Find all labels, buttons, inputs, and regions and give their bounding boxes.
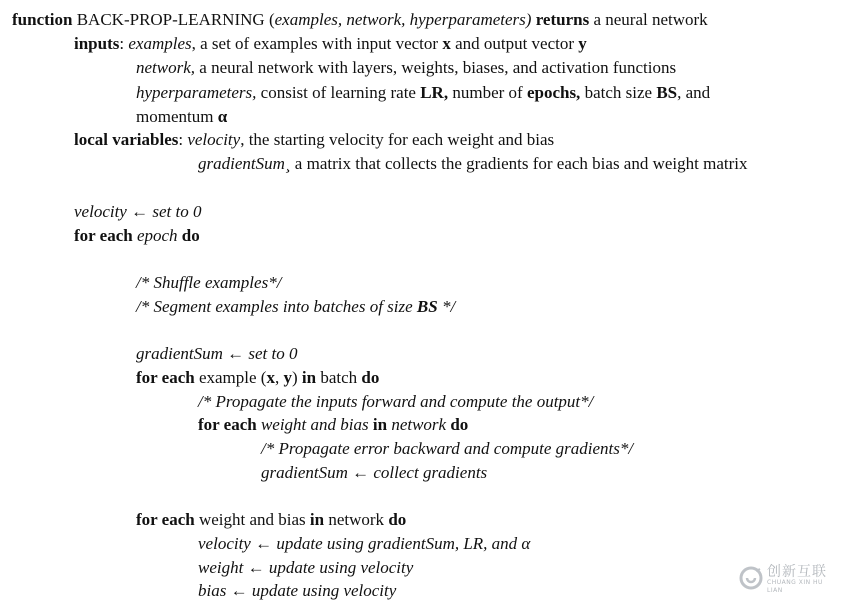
example-y: y: [283, 368, 292, 387]
function-signature: [12, 9, 708, 31]
keyword-in: in: [301, 368, 317, 387]
param-examples: examples: [128, 34, 192, 53]
function-params: examples, network, hyperparameters): [274, 10, 532, 29]
update-velocity-line: [198, 533, 530, 555]
watermark: [739, 562, 839, 598]
param-network: network,: [136, 58, 196, 77]
example-close: ): [291, 368, 302, 387]
example-x: x: [266, 368, 275, 387]
update-weight: weight ← update using velocity: [198, 558, 414, 577]
velocity-init: velocity ← set to 0: [74, 202, 202, 221]
comment-backprop: /* Propagate error backward and compute gradients*/: [261, 439, 634, 458]
keyword-do: do: [388, 510, 407, 529]
hyper-lr: LR,: [420, 83, 449, 102]
keyword-for-each: for each: [136, 510, 195, 529]
watermark-main: 创新互联: [767, 564, 827, 580]
keyword-in: in: [372, 415, 388, 434]
velocity-init-line: [74, 201, 201, 223]
gradientsum-decl-line: [198, 153, 748, 175]
examples-desc-2: and output vector: [450, 34, 579, 53]
batch-text: batch: [316, 368, 362, 387]
var-gradientsum: gradientSum¸: [198, 154, 291, 173]
network-italic: network: [387, 415, 451, 434]
hyperparameters-line: [136, 82, 710, 104]
keyword-do: do: [450, 415, 469, 434]
local-variables-line: [74, 129, 554, 151]
gradientsum-init-line: [136, 343, 298, 365]
local-variables-label: local variables: [74, 130, 179, 149]
comment-backprop-line: [261, 438, 633, 460]
network-desc: a neural network with layers, weights, biases, and activation functions: [195, 58, 677, 77]
comment-propagate: /* Propagate the inputs forward and compute the output*/: [198, 392, 594, 411]
momentum-line: [136, 106, 227, 128]
update-bias: bias ← update using velocity: [198, 581, 397, 600]
open-paren: (: [264, 10, 275, 29]
function-name: BACK-PROP-LEARNING: [76, 10, 265, 29]
local-colon: :: [178, 130, 188, 149]
vector-y: y: [578, 34, 587, 53]
update-bias-line: [198, 580, 396, 602]
gradientsum-init: gradientSum ← set to 0: [136, 344, 298, 363]
keyword-do: do: [181, 226, 200, 245]
for-each-update-line: [136, 509, 406, 531]
hyper-epochs: epochs,: [526, 83, 581, 102]
keyword-function: function: [12, 10, 73, 29]
swirl-logo-icon: [739, 566, 763, 595]
collect-gradients-line: [261, 462, 487, 484]
comment-segment-2: */: [437, 297, 456, 316]
comment-segment-1: /* Segment examples into batches of size: [136, 297, 417, 316]
comment-segment-line: [136, 296, 455, 318]
weight-bias-text: weight and bias: [194, 510, 310, 529]
examples-desc-1: , a set of examples with input vector: [191, 34, 443, 53]
network-line: [136, 57, 676, 79]
update-velocity: velocity ← update using gradientSum, LR, and α: [198, 534, 531, 553]
inputs-label: inputs: [74, 34, 120, 53]
example-comma: ,: [274, 368, 284, 387]
comment-shuffle-line: [136, 272, 281, 294]
return-description: a neural network: [589, 10, 708, 29]
keyword-do: do: [361, 368, 380, 387]
for-each-example-line: [136, 367, 379, 389]
keyword-for-each: for each: [136, 368, 195, 387]
loop-var-epoch: epoch: [132, 226, 182, 245]
vector-x: x: [442, 34, 451, 53]
comment-segment-bs: BS: [416, 297, 438, 316]
hyper-desc-1: consist of learning rate: [256, 83, 421, 102]
comment-propagate-line: [198, 391, 593, 413]
keyword-for-each: for each: [198, 415, 257, 434]
velocity-desc: , the starting velocity for each weight and bias: [240, 130, 555, 149]
hyper-bs: BS: [656, 83, 678, 102]
var-velocity: velocity: [187, 130, 241, 149]
param-hyperparameters: hyperparameters,: [136, 83, 257, 102]
keyword-returns: returns: [535, 10, 590, 29]
momentum-text: momentum: [136, 107, 218, 126]
example-text: example (: [194, 368, 267, 387]
collect-gradients: gradientSum ← collect gradients: [261, 463, 488, 482]
inputs-colon: :: [119, 34, 129, 53]
watermark-sub: CHUANG XIN HU LIAN: [767, 579, 823, 594]
hyper-desc-4: , and: [677, 83, 711, 102]
for-each-weight-line: [198, 414, 468, 436]
comment-shuffle: /* Shuffle examples*/: [136, 273, 282, 292]
inputs-line: [74, 33, 587, 55]
gradientsum-desc: a matrix that collects the gradients for each bias and weight matrix: [290, 154, 748, 173]
network-text: network: [324, 510, 389, 529]
watermark-text: [767, 565, 839, 595]
update-weight-line: [198, 557, 413, 579]
keyword-in: in: [309, 510, 325, 529]
weight-bias-italic: weight and bias: [256, 415, 373, 434]
hyper-desc-2: number of: [448, 83, 527, 102]
momentum-symbol: α: [217, 107, 228, 126]
keyword-for-each: for each: [74, 226, 133, 245]
hyper-desc-3: batch size: [580, 83, 657, 102]
for-each-epoch-line: [74, 225, 200, 247]
